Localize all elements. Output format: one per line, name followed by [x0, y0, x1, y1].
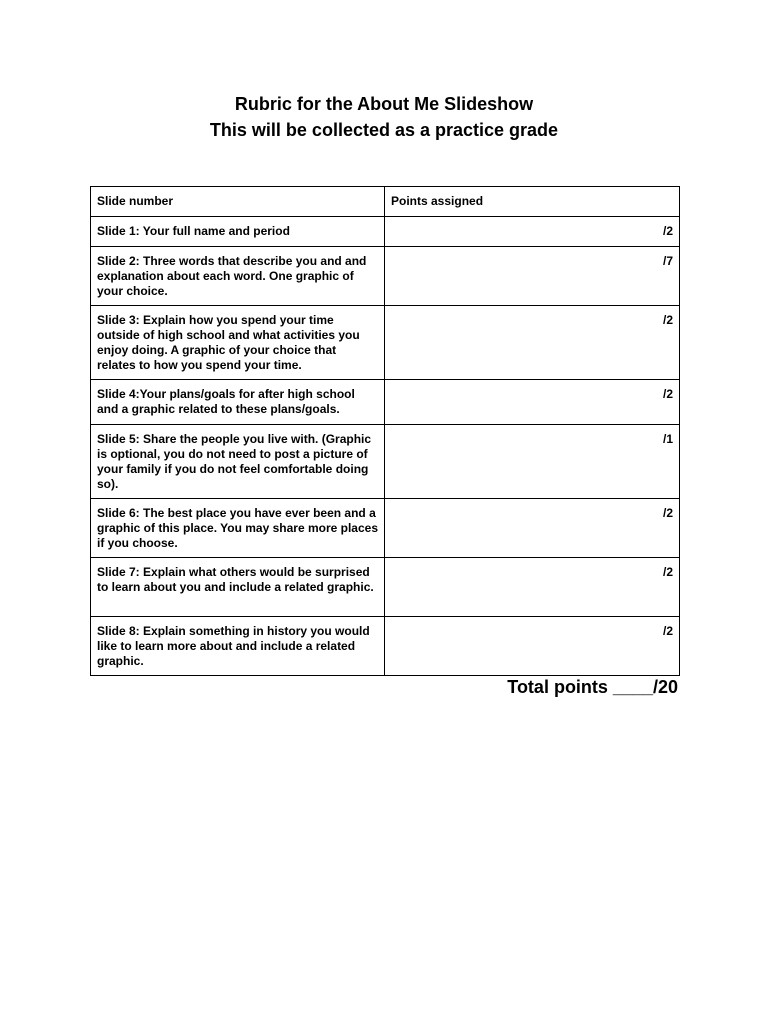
row-points: /1: [385, 425, 680, 499]
row-description: Slide 5: Share the people you live with. (Graphic is optional, you do not need to post a picture of your family if you do not feel comfortable doing so).: [91, 425, 385, 499]
row-points: /2: [385, 306, 680, 380]
table-row: [91, 247, 680, 306]
table-row: [91, 499, 680, 558]
total-points: Total points ____/20: [507, 677, 678, 697]
row-points: /2: [385, 499, 680, 558]
rubric-table: [90, 186, 680, 676]
row-description: Slide 3: Explain how you spend your time outside of high school and what activities you enjoy doing. A graphic of your choice that relates to how you spend your time.: [91, 306, 385, 380]
row-points: /2: [385, 217, 680, 247]
table-row: [91, 217, 680, 247]
row-description: Slide 6: The best place you have ever been and a graphic of this place. You may share more places if you choose.: [91, 499, 385, 558]
document-title: [0, 91, 768, 143]
title-line-2: This will be collected as a practice grade: [209, 120, 559, 140]
table-header-row: [91, 187, 680, 217]
row-points: /2: [385, 380, 680, 425]
title-line-1: Rubric for the About Me Slideshow: [234, 94, 534, 114]
header-slide-number: Slide number: [91, 187, 385, 217]
table-row: [91, 558, 680, 617]
table-row: [91, 380, 680, 425]
row-description: Slide 1: Your full name and period: [91, 217, 385, 247]
row-description: Slide 2: Three words that describe you and and explanation about each word. One graphic of your choice.: [91, 247, 385, 306]
header-points-assigned: Points assigned: [385, 187, 680, 217]
row-points: /2: [385, 558, 680, 617]
table-row: [91, 425, 680, 499]
row-description: Slide 7: Explain what others would be surprised to learn about you and include a related graphic.: [91, 558, 385, 617]
row-description: Slide 8: Explain something in history you would like to learn more about and include a related graphic.: [91, 617, 385, 676]
table-row: [91, 617, 680, 676]
table-row: [91, 306, 680, 380]
row-description: Slide 4:Your plans/goals for after high school and a graphic related to these plans/goals.: [91, 380, 385, 425]
row-points: /2: [385, 617, 680, 676]
row-points: /7: [385, 247, 680, 306]
